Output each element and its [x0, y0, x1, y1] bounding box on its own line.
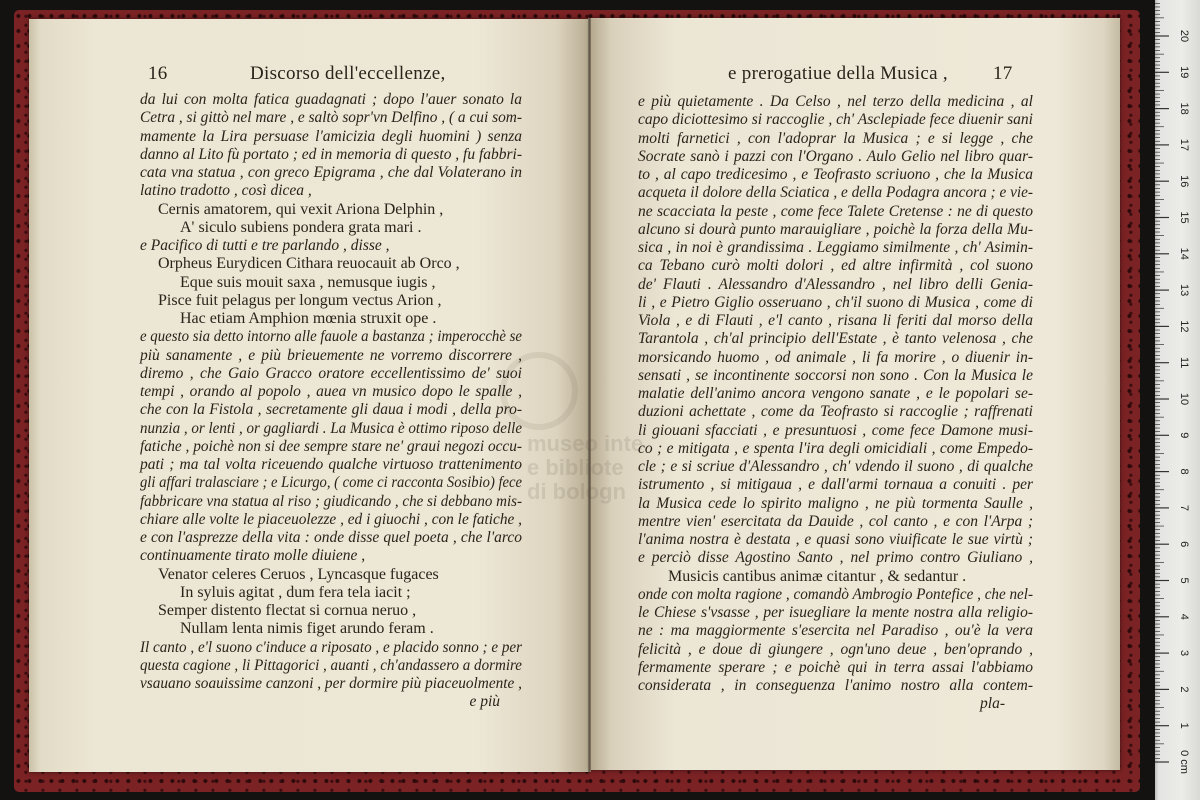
ruler-label: 19 — [1178, 66, 1191, 79]
watermark-line: e bibliote — [527, 455, 624, 480]
ruler-label: 1 — [1178, 722, 1191, 729]
verse-line: Cernis amatorem, qui vexit Ariona Delphin , — [158, 200, 444, 218]
page-number: 16 — [148, 63, 168, 84]
text-line: malatie dell'animo ancora vengono sanate , e le popolari se- — [638, 385, 1033, 402]
verse-line: Pisce fuit pelagus per longum vectus Arion , — [158, 291, 442, 309]
ruler-label: 17 — [1178, 138, 1191, 152]
ruler-label: 5 — [1178, 577, 1191, 584]
text-line: istrumento , si mitigaua , e dall'armi tornaua a conuiti . per — [638, 476, 1033, 494]
verse-line: In syluis agitat , dum fera tela iacit ; — [180, 583, 411, 601]
page-number: 17 — [993, 63, 1013, 84]
text-line: gli affari tralasciare ; e Licurgo, ( come ci racconta Sosibio) fece — [140, 474, 522, 492]
text-line: pati ; ma tal volta riceuendo qualche virtuoso trattenimento — [140, 456, 522, 473]
verse-line: Venator celeres Ceruos , Lyncasque fugaces — [158, 565, 439, 583]
text-line: sica , in noi è grandissima . Leggiamo similmente , ch' Asimin- — [638, 239, 1033, 256]
ruler-label: 20 — [1178, 29, 1191, 43]
ruler-scale — [1155, 0, 1200, 800]
text-line: alcuno si dourà punto marauigliare , poichè la forza della Mu- — [638, 220, 1033, 238]
verse-line: Eque suis mouit saxa , nemusque iugis , — [180, 273, 436, 291]
ruler-label: 11 — [1178, 356, 1191, 369]
text-line: e Pacifico di tutti e tre parlando , disse , — [140, 237, 390, 254]
text-line: ne : ma maggiormente s'esercita nel Paradiso , ou'è la vera — [638, 622, 1033, 640]
ruler-label: 3 — [1178, 650, 1191, 657]
verse-line: Orpheus Eurydicen Cithara reuocauit ab Orco , — [158, 255, 460, 273]
ruler-label: 0 cm — [1178, 750, 1191, 774]
text-line: danno al Lito fù portato ; ed in memoria di questo , fu fabbri- — [140, 145, 522, 163]
text-line: fabbricare vna statua al riso ; giudicando , che si debbano mis- — [140, 492, 523, 510]
text-line: cata vna statua , con greco Epigrama , che dal Volaterano in — [140, 164, 522, 181]
text-line: Tarantola , ch'al principio dell'Estate , è tanto velenosa , che — [638, 330, 1033, 348]
verse-line: Hac etiam Amphion mœnia struxit ope . — [180, 310, 437, 327]
running-head: Discorso dell'eccellenze, — [250, 63, 446, 84]
ruler-label: 4 — [1178, 613, 1191, 620]
measuring-ruler — [1155, 0, 1200, 800]
ruler-label: 7 — [1178, 504, 1191, 511]
text-line: considerata , in conseguenza l'animo nostro alla contem- — [638, 677, 1033, 694]
text-line: felicità , e doue di giungere , ogn'uno deue , ben'oprando , — [638, 640, 1033, 658]
text-line: Viola , e di Flauti , e'l canto , risana li feriti dal morso della — [638, 312, 1033, 329]
text-line: capo diciottesimo si raccoglie , ch' Asclepiade fece diuenir sani — [638, 111, 1033, 129]
ruler-label: 2 — [1178, 686, 1191, 693]
text-line: ne scacciata la peste , come fece Talete Cretense : ne di questo — [638, 202, 1033, 220]
text-line: da lui con molta fatica guadagnati ; dopo l'auer sonato la — [140, 91, 522, 108]
text-line: cle ; e si scriue d'Alessandro , ch' vdendo il suono , di qualche — [638, 458, 1033, 475]
ruler-label: 18 — [1178, 102, 1191, 115]
text-line: to , al capo tredicesimo , e Teofrasto scriuono , che la Musica — [638, 166, 1033, 183]
verse-line: A' siculo subiens pondera grata mari . — [180, 218, 422, 236]
text-line: l'anima nostra è destata , e quasi sono viuificate le sue virtù ; — [638, 531, 1033, 548]
text-line: duzioni achettate , come da Teofrasto si raccoglie ; raffrenati — [638, 403, 1033, 421]
text-line: nunzia , or lenti , or gagliardi . La Musica è ottimo riposo delle — [140, 419, 522, 437]
text-line: onde con molta ragione , comandò Ambrogio Pontefice , che nel- — [638, 585, 1034, 603]
text-line: Socrate sanò i pazzi con l'Organo . Aulo Gelio nel libro quar- — [638, 147, 1033, 165]
text-line: li , e Pietro Giglio osseruano , ch'il suono di Musica , come di — [638, 293, 1033, 311]
text-line: co ; e mitigata , e spenta l'ira degli omicidiali , come Empedo- — [638, 439, 1033, 457]
text-line: e più quietamente . Da Celso , nel terzo della medicina , al — [638, 93, 1033, 110]
verse-line: Musicis cantibus animæ citantur , & sedantur . — [668, 567, 967, 585]
book-gutter — [588, 18, 591, 772]
right-page-text — [638, 93, 1033, 714]
text-line: chiare alle volte le piaceuolezze , ed i giuochi , con le fatiche , — [140, 510, 523, 528]
text-line: molti farnetici , con l'adoprar la Musica ; e si legge , che — [638, 129, 1033, 147]
text-line: e con l'asprezze della vita : onde disse quel poeta , che l'arco — [140, 529, 522, 546]
left-page-text — [140, 91, 522, 712]
text-line: Il canto , e'l suono c'induce a riposato , e placido sonno ; e per — [140, 638, 523, 656]
ruler-label: 15 — [1178, 211, 1191, 224]
ruler-label: 8 — [1178, 468, 1191, 475]
text-line: più sanamente , e più brieuemente ne vorremo discorrere , — [140, 346, 522, 364]
text-line: diremo , che Gaio Gracco oratore eccellentissimo de' suoi — [140, 364, 522, 382]
text-line: questa cagione , li Pittagorici , auanti , ch'andassero a dormire — [140, 656, 522, 674]
ruler-label: 10 — [1178, 392, 1191, 406]
text-line: che con la Fistola , secretamente gli daua i modi , della pro- — [140, 401, 522, 419]
catchword: e più — [469, 693, 500, 711]
text-line: li giouani sfacciati , e presuntuosi , come fece Damone musi- — [638, 421, 1033, 439]
ruler-label: 13 — [1178, 283, 1191, 297]
verse-line: Nullam lenta nimis figet arundo feram . — [180, 620, 434, 638]
text-line: Cetra , si gittò nel mare , e saltò sopr'vn Delfino , ( a cui som- — [140, 109, 523, 127]
text-line: mentre vien' esercitata da Dauide , col canto , e con l'Arpa ; — [638, 512, 1033, 530]
text-line: le Chiese s'vsasse , per isuegliare la mente nostra alla religio- — [638, 604, 1033, 621]
text-line: e perciò disse Agostino Santo , nel primo contro Giuliano , — [638, 549, 1033, 567]
watermark-line: museo inte — [527, 431, 644, 456]
catchword: pla- — [980, 695, 1005, 713]
text-line: ca Tebano curò molti dolori , ed altre infirmità , col suono — [638, 257, 1033, 275]
text-line: vsauano soauissime canzoni , per dormire più piaceuolmente , — [140, 675, 523, 692]
running-head: e prerogatiue della Musica , — [728, 63, 948, 84]
watermark-line: di bologn — [527, 479, 626, 504]
text-line: tempi , orando al popolo , auea vn musico dopo le spalle , — [140, 383, 522, 400]
text-line: de' Flauti . Alessandro d'Alessandro , nel libro delli Genia- — [638, 275, 1033, 293]
text-line: fatiche , poichè non si dee sempre stare ne' graui negozi occu- — [140, 437, 523, 455]
verse-line: Semper distento flectat si cornua neruo , — [158, 602, 417, 619]
text-line: sensati , se incontinente soccorsi non sono . Con la Musica le — [638, 366, 1033, 384]
text-line: e questo sia detto intorno alle fauole a bastanza ; imperocchè se — [140, 328, 522, 346]
ruler-label: 16 — [1178, 175, 1191, 188]
text-line: morsicando huomo , od animale , li fa morire , o diuenir in- — [638, 348, 1033, 366]
ruler-label: 9 — [1178, 432, 1191, 439]
text-line: la Musica cede lo spirito maligno , ne più tormenta Saulle , — [638, 494, 1033, 512]
text-line: latino tradotto , così dicea , — [140, 182, 312, 200]
ruler-label: 6 — [1178, 541, 1191, 548]
ruler-label: 14 — [1178, 247, 1191, 260]
text-line: acqueta il dolore della Sciatica , e della Podagra ancora ; e vie- — [638, 184, 1034, 202]
ruler-label: 12 — [1178, 320, 1191, 333]
text-line: continuamente tirato molle diuiene , — [140, 547, 366, 565]
text-line: mamente la Lira persuase l'amicizia degli huomini ) senza — [140, 127, 522, 145]
watermark — [527, 432, 643, 504]
text-line: fermamente sperare ; e poichè qui in terra assai l'abbiamo — [638, 658, 1033, 676]
